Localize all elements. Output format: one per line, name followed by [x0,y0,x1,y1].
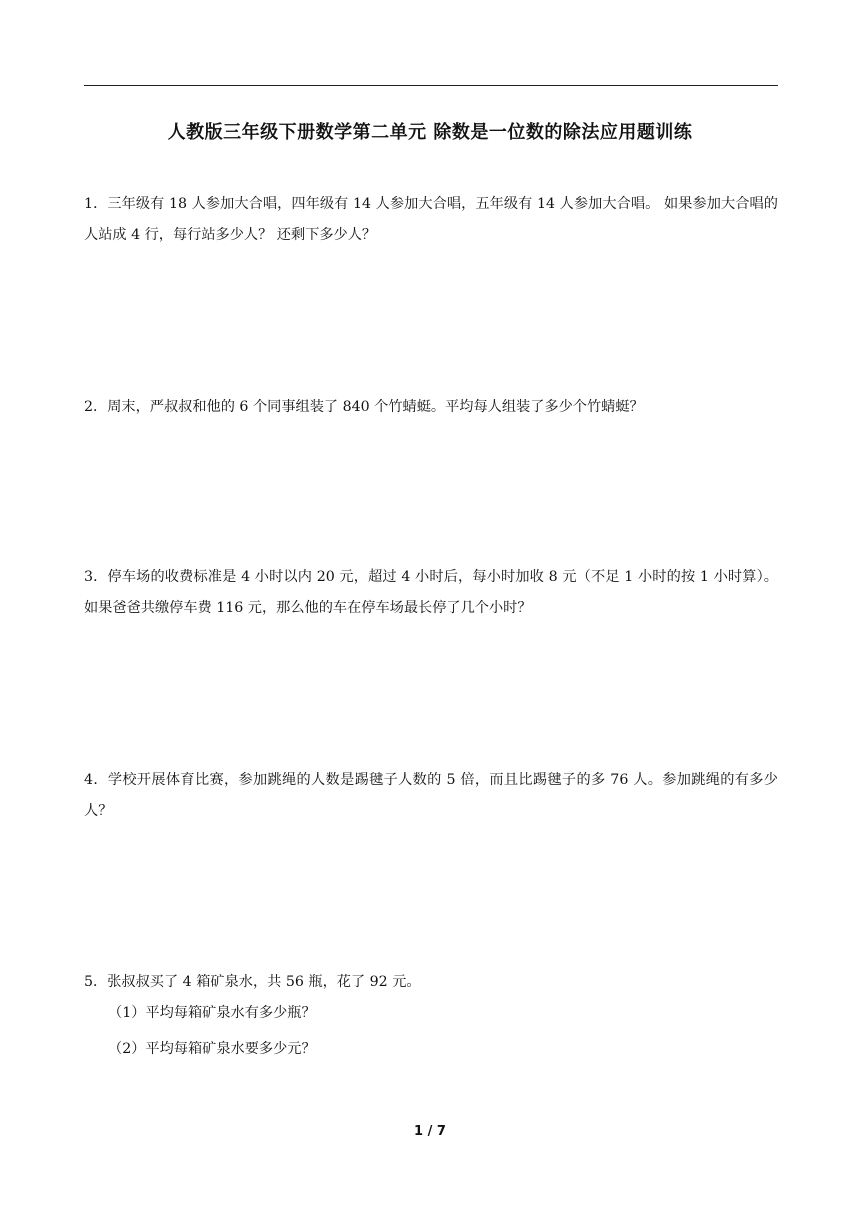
question-5-sub-1: （1）平均每箱矿泉水有多少瓶？ [108,1005,316,1021]
question-5-sub-2: （2）平均每箱矿泉水要多少元？ [108,1041,316,1057]
question-1: 1．三年级有 18 人参加大合唱，四年级有 14 人参加大合唱，五年级有 14 人参加大合唱。 如果参加大合唱的人站成 4 行，每行站多少人？ 还剩下多少人？ [84,196,778,243]
document-title: 人教版三年级下册数学第二单元 除数是一位数的除法应用题训练 [167,122,693,143]
question-5: 5．张叔叔买了 4 箱矿泉水，共 56 瓶，花了 92 元。 [84,974,421,990]
header-rule [84,85,778,86]
page-number: 1 / 7 [414,1124,446,1139]
question-3: 3．停车场的收费标准是 4 小时以内 20 元，超过 4 小时后，每小时加收 8 元（不足 1 小时的按 1 小时算）。如果爸爸共缴停车费 116 元，那么他的车在停车场最长停了几个小时？ [84,569,778,616]
question-2: 2．周末，严叔叔和他的 6 个同事组装了 840 个竹蜻蜓。平均每人组装了多少个竹蜻蜓？ [84,399,644,415]
question-4: 4．学校开展体育比赛，参加跳绳的人数是踢毽子人数的 5 倍，而且比踢毽子的多 76 人。参加跳绳的有多少人？ [84,772,778,819]
